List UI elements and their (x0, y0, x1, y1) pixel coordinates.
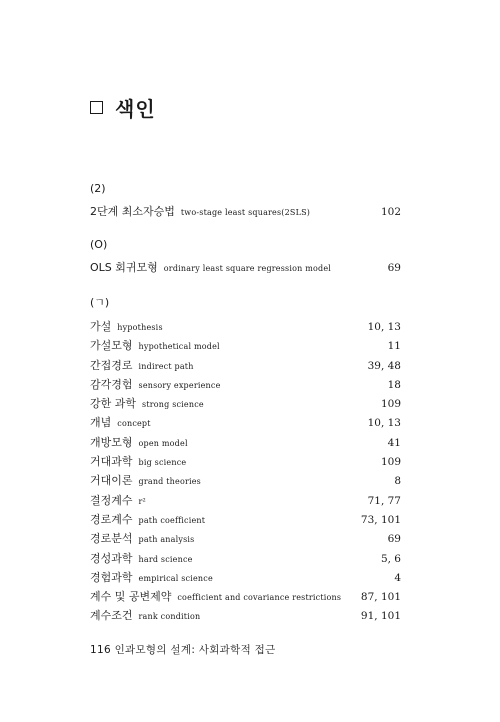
entry-english: coefficient and covariance restrictions (177, 593, 342, 603)
entry-pages: 10, 13 (367, 321, 401, 333)
entry-korean: 개방모형 (90, 435, 133, 449)
entry-korean: 거대이론 (90, 474, 133, 488)
section-heading: (ㄱ) (90, 296, 110, 309)
entry-pages: 69 (387, 533, 401, 546)
section-heading: (O) (90, 238, 108, 251)
entry-english: indirect path (138, 361, 194, 371)
entry-pages: 109 (380, 456, 401, 469)
index-entry (90, 469, 401, 488)
index-entry (90, 411, 401, 430)
entry-korean: 가설모형 (90, 339, 133, 353)
index-entry (90, 585, 401, 604)
entry-term (90, 256, 331, 278)
entry-korean: 계수 및 공변제약 (90, 590, 172, 604)
entry-english: empirical science (138, 573, 213, 583)
entry-english: sensory experience (138, 380, 221, 390)
entry-korean: 가설 (90, 320, 112, 333)
page-footer: 116 인과모형의 설계: 사회과학적 접근 (90, 644, 276, 656)
entry-english: r² (138, 496, 146, 506)
entry-english: path analysis (138, 535, 195, 545)
index-entry (90, 334, 401, 353)
entry-korean: 경로계수 (90, 512, 133, 526)
index-entry (90, 450, 401, 469)
index-entry (90, 566, 401, 585)
entry-korean: 강한 과학 (90, 397, 137, 411)
entry-pages: 73, 101 (360, 513, 401, 526)
entry-pages: 5, 6 (380, 552, 401, 565)
entry-korean: 간접경로 (90, 358, 133, 372)
index-entry (90, 547, 401, 566)
index-entry (90, 527, 401, 546)
index-title (90, 90, 156, 124)
section-heading: (2) (90, 182, 106, 195)
index-entry (90, 373, 401, 392)
index-entry (90, 200, 401, 219)
entry-korean: 경성과학 (90, 551, 133, 565)
index-section-2 (90, 180, 401, 219)
entry-pages: 69 (387, 262, 401, 274)
index-entry (90, 392, 401, 411)
entry-pages: 39, 48 (367, 359, 401, 372)
index-entry (90, 256, 401, 275)
entry-english: strong science (142, 400, 204, 410)
entry-english: hard science (138, 554, 193, 564)
entry-english: hypothetical model (138, 342, 220, 352)
entry-english: ordinary least square regression model (163, 264, 332, 273)
entry-pages: 87, 101 (360, 591, 401, 604)
entry-english: path coefficient (138, 515, 206, 525)
index-section-giyeok (90, 294, 401, 624)
entry-pages: 4 (394, 571, 401, 584)
entry-korean: 거대과학 (90, 455, 133, 469)
entry-korean: 계수조건 (90, 609, 133, 623)
entry-english: rank condition (138, 612, 201, 622)
entry-korean: 경로분석 (90, 532, 133, 546)
entry-korean: 감각경험 (90, 377, 133, 391)
entry-english: open model (138, 438, 188, 448)
entry-pages: 102 (380, 206, 401, 218)
entry-korean: 경험과학 (90, 570, 133, 584)
entry-english: two-stage least squares(2SLS) (180, 208, 311, 217)
entry-english: big science (138, 458, 187, 468)
index-entry (90, 431, 401, 450)
entry-term (90, 604, 200, 626)
entry-pages: 18 (387, 378, 401, 391)
index-entry (90, 508, 401, 527)
entry-pages: 10, 13 (367, 417, 401, 430)
index-entry (90, 354, 401, 373)
entry-korean: 결정계수 (90, 493, 133, 507)
entry-korean: 개념 (90, 416, 112, 430)
entry-pages: 8 (394, 475, 401, 488)
entry-term (90, 200, 310, 222)
entry-pages: 91, 101 (360, 610, 401, 623)
index-entry (90, 489, 401, 508)
entry-pages: 11 (387, 340, 401, 353)
index-entry (90, 315, 401, 334)
entry-pages: 41 (387, 436, 401, 449)
entry-korean: OLS 회귀모형 (90, 261, 158, 274)
entry-english: hypothesis (117, 323, 163, 332)
entry-pages: 71, 77 (367, 494, 401, 507)
index-section-o (90, 236, 401, 275)
entry-english: grand theories (138, 477, 201, 487)
entry-pages: 109 (380, 398, 401, 411)
entry-korean: 2단계 최소자승법 (90, 205, 175, 218)
entry-english: concept (117, 419, 151, 429)
square-bullet-icon (90, 101, 103, 114)
index-title-text: 색인 (115, 96, 156, 121)
